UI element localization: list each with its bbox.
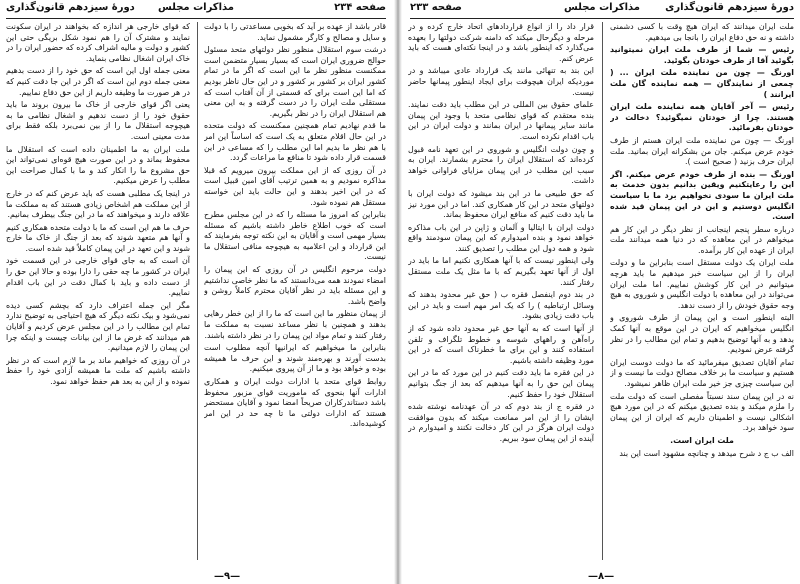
paragraph: قادر باشد از عهده بر آید که بخوبی مساعدتی را با دولت و سایل و مصالح و کارگر مشمول نماید. <box>204 22 386 42</box>
paragraph: بنابراین که امروز ما مسئله را که در این مجلس مطرح است که خوب اطلاع خاطر داشته باشیم که مسئله بسیار مهمی است و آقایان به این نکته توجه بفرمایند که این قرارداد و این اعلامیه به هیچوجه منافی استقلال ما نیست. <box>204 210 386 262</box>
paragraph: مگر این جمله اعتراف دارد که بچشم کسی دیده نمی‌شود و بیک نکته دیگر که هیچ احتیاجی به توضیح ندارد تمام این مطالب را در این مجلس عرض کردیم و آقایان هم میدانند که غرض ما از این بیانات چیست و اینکه چرا این پیمان را لازم میدانیم. <box>6 300 190 353</box>
paragraph: ملت ایران به ما اطمینان داده است که استقلال ما محفوظ بماند و در این صورت هیچ قوه‌ای نمی‌تواند این حق مشروع ما را انکار کند و ما با کمال صراحت این مطلب را عرض میکنیم. <box>6 144 190 186</box>
left-page-number: صفحه ۲۳۴ <box>334 2 386 13</box>
paragraph: این بند به تنهائی مانند یک قرارداد عادی میباشد و در موردیکه ایران هیچوقت برای ایجاد اینطور پیمانها حاضر نیست. <box>408 66 594 97</box>
paragraph: علمای حقوق بین المللی در این مطلب باید دقت نمایند. بنده معتقدم که قوای نظامی متحد با وجود این پیمان مانند سایر پیمانها در ایران بمانند و دولت ایران در این باب اقدام نکرده است. <box>408 100 594 141</box>
right-page-running-title: مذاکرات مجلس <box>563 2 641 13</box>
left-header-rule <box>6 18 386 19</box>
paragraph: دولت ایران با ایتالیا و آلمان و ژاپن در این باب مذاکره خواهد نمود و بنده امیدوارم که این پیمان سودمند واقع شود و همه دول این مطلب را تصدیق کنند. <box>408 222 594 253</box>
paragraph: درشت سوم استقلال منظور نظر دولتهای متحد مسئول حوالج ضروری ایران است که بسیار بسیار متضمن است ممکنست منظور نظر ما این است که اگر ما در تمام کشور ایران بر کشور بر کشور و در این حال ناظر بودیم که اما این است برای که قسمتی از آن آفتاب است که مستقلی ملت ایران را در دست گرفته و به این معنی هم استقلال ایران را در نظر بگیریم. <box>204 45 386 118</box>
paragraph: در فقره ج از بند دوم که در آن عهدنامه نوشته شده ایشان را از این امر ممانعت میکند که بدون موافقت دولت ایران هرگز در این کار دخالت نکنند و امیدوارم در آینده از این پیمان سود ببریم. <box>408 402 594 443</box>
right-page-column-right <box>610 22 794 560</box>
paragraph: ملت ایران میدانند که ایران هیچ وقت با کسی دشمنی داشته و نه حق دفاع ایران را بانجا بی میدهیم. <box>610 22 794 42</box>
right-page <box>404 0 800 584</box>
paragraph: ما قدم نهادیم تمام همچنین ممکنست که دولت متحده در این حال اقلام متعلق به یک است که اساساً این امر با هم نظر ما بدیم اما این مطلب را که مساعی در این قسمت قرار داده شود تا منافع ما مراعات گردد. <box>204 121 386 163</box>
paragraph: البته اینطور است و این پیمان از طرف شوروی و انگلیس میخواهیم که ایران در این موقع به آنها کمک بدهد و به آنها توضیح بدهیم و تمام این مطالب را در نظر گرفته عرض نمودیم. <box>610 313 794 355</box>
left-page-footer: —۹— <box>214 571 241 582</box>
paragraph: دولت مرحوم انگلیس در آن روزی که این پیمان را امضاء نمودند همه می‌دانستند که ما نظر خاصی نداشتیم و این مسئله باید در نظر آقایان محترم کاملاً روشن و واضح باشد. <box>204 265 386 306</box>
paragraph: و چون دولت انگلیس و شوروی در این تعهد نامه قبول کرده‌اند که استقلال ایران را محترم بشمارند. ایران به سبب این مطلب در این پیمان مزایای فراوانی خواهد داشت. <box>408 144 594 186</box>
paragraph: اورنگ — چون من نماینده ملت ایران هستم از طرف خودم عرض میکنم. جان من بشکرانه ایران بمانید. ملت ایران حرف بزنید ( صحیح است ). <box>610 135 794 167</box>
paragraph: درباره سطر پنجم اینجانب از نظر دیگر در این کار هم میخواهم در این معاهده که در دنیا همه میدانند ملت ایران از عهده این کار برآمده. <box>610 224 794 255</box>
paragraph: در آن روزی که خواهیم ماند بر ما لازم است که در نظر داشته باشیم که ملت ما همیشه آزادی خود را حفظ نموده و از این به بعد هم حفظ خواهد نمود. <box>6 355 190 386</box>
paragraph: از پیمان منظور ما این است که ما را از این خطر رهایی بدهند و همچنین با نظر مساعد نسبت به مملکت ما رفتار کنند و تمام مواد این پیمان را در نظر داشته باشند. <box>204 309 386 340</box>
paragraph: روابط قوای متحد با ادارات دولت ایران و همکاری ادارات آنها بنحوی که ماموریت قوای مزبور محفوظ باشد دستاندرکاران صریحاً امضا نمود و آقایان مستحضر هستند که ادارات دولتی ما تا چه حد در این امر کوشیده‌اند. <box>204 377 386 429</box>
paragraph: در بند دوم اینفصل فقره ب ( حق غیر محدود بدهند که وسائل ارتباطیه ) را که یک امر مهم است و باید در این باب دقت زیادی بشود. <box>408 290 594 321</box>
speaker-line: رئیس — شما از طرف ملت ایران نمیتوانید بگوئید آقا از طرف خودتان بگوئید. <box>610 45 794 65</box>
paragraph: تمام آقایان تصدیق میفرمائید که ما دولت دوست ایران هستیم و سیاست ما بر خلاف مصالح دولت ما نیست و از این سیاست چیزی جز خیر ملت ایران ظاهر نمیشود. <box>610 357 794 388</box>
paragraph: الف ب ج د شرح میدهد و چنانچه مشهود است این بند <box>619 448 794 458</box>
right-page-footer: —۸— <box>588 571 615 582</box>
left-page-column-left <box>6 22 190 560</box>
paragraph: حرف ما هم این است که ما با دولت متحده همکاری کنیم و آنها هم متعهد شوند که بعد از جنگ از خاک ما خارج شوند و این تعهد در این پیمان کاملاً قید شده است. <box>6 222 190 253</box>
paragraph: معنی جمله اول این است که حق خود را از دست بدهیم معنی جمله دوم این است که اگر در این جا دقت کنیم که در هر صورت ما وظیفه داریم از این حق دفاع نماییم. <box>6 66 190 97</box>
right-column-divider <box>602 22 603 560</box>
paragraph: بنابراین ما میخواهیم که ایرانیها آنچه مطلوب است بدست آورند و بهره‌مند شوند و این حرف ما همیشه بوده و خواهد بود و ما از آن پیروی میکنیم. <box>204 343 386 374</box>
left-page-header <box>6 2 386 18</box>
right-page-number: صفحه ۲۳۳ <box>410 2 462 13</box>
left-page-column-right <box>204 22 386 560</box>
paragraph: در این فقره ما باید دقت کنیم در این مورد که ما در این پیمان این حق را به آنها میدهیم که بعد از جنگ بتوانیم استقلال خود را حفظ کنیم. <box>408 368 594 399</box>
right-page-column-left <box>408 22 594 560</box>
book-gutter <box>394 0 402 584</box>
paragraph: که حق طبیعی ما در این بند میشود که دولت ایران با دولتهای متحد در این کار همکاری کند. اما در این مورد نیز ما باید دقت کنیم که منافع ایران محفوظ بماند. <box>408 188 594 220</box>
paragraph: ولی اینطور نیست که با آنها همکاری نکنیم اما ما باید در اول از آنها تعهد بگیریم که با ما مثل یک ملت مستقل رفتار کنند. <box>408 256 594 287</box>
paragraph: ملت ایران یک دولت مستقل است بنابراین ما و دولت ایران را از این سیاست خبر میدهیم ما باید هرچه میتوانیم در این کار کوشش نماییم. اما ملت ایران می‌تواند در این معاهده با دولت انگلیس و شوروی به هیچ وجه حقوق خودش را از دست ندهد. <box>610 258 794 310</box>
speaker-line: اورنگ — بنده از طرف خودم عرض میکنم. اگر این را رعایتکنیم ویقین بدانیم بدون خدمت به ملت ایران ما سودی نخواهیم برد ما با سیاست انگلیس دوستیم و این در این پیمان قید شده است. <box>610 169 794 222</box>
left-page-running-title: مذاکرات مجلس <box>157 2 235 13</box>
paragraph: قرار داد را از انواع قراردادهای اتحاد خارج کرده و در مرحله و دیگرحال میکند که دامنه شرکت دولتها را بعهده می‌گذارد که اینطور باشد و در اینجا نکته‌ای هست که باید عرض کنم. <box>408 22 594 63</box>
left-column-divider <box>197 22 198 560</box>
paragraph: از آنها است که به آنها حق غیر محدود داده شود که از راه‌آهن و راههای شوسه و خطوط تلگراف و تلفن استفاده کنند و این برای ما خطرناک است که در این مورد وظیفه داشته باشیم. <box>408 324 594 365</box>
right-page-header <box>410 2 794 18</box>
paragraph: در اینجا یک مطلبی هست که باید عرض کنم که در خارج از این مملکت هم اشخاص زیادی هستند که به مملکت ما علاقه دارند و میخواهند که ما در این جنگ بیطرف بمانیم. <box>6 188 190 220</box>
left-page-series: دورهٔ سیزدهم قانون‌گذاری <box>6 2 135 13</box>
speaker-line: رئیس — آخر آقایان همه نماینده ملت ایران هستند. چرا از خودتان نمیگوئید؟ دخالت در خودتان بفرمائید. <box>610 102 794 133</box>
paragraph: نه در این پیمان سند نسبتاً مفصلی است که دولت ملت را ملزم میکند و بنده تصدیق میکنم که در این مورد هیچ اشکالی نیست و اطمینان داریم که ایران از این پیمان سود خواهد برد. <box>610 391 794 433</box>
paragraph: در آن روزی که از این مملکت بیرون میرویم که قبلا مذاکره نمودیم و به همین ترتیب آقای امین قبیل است که در این اخیر بدهند و این حالت باید این خواسته مستقل هم نموده شود. <box>204 165 386 207</box>
speaker-line: اورنگ — چون من نماینده ملت ایران ... ( چمعی از نمایندگان — همه نماینده گان ملت ایرانند ) <box>610 68 794 99</box>
paragraph: که قوای خارجی هر اندازه که بخواهند در ایران سکونت نمایند و مشترک آن را هم نمود شکل بریگی حتی این کشور و دولت و مالیه اشراف کرده که حضور ایران را در خاک ایران اشغال نظامی بنماید. <box>6 22 190 63</box>
right-page-series: دورهٔ سیزدهم قانون‌گذاری <box>665 2 794 13</box>
paragraph: یعنی اگر قوای خارجی از خاک ما بیرون بروند ما باید حقوق خود را از دست ندهیم و اشغال نظامی ما به هیچوجه استقلال ما را از بین نمی‌برد بلکه فقط برای مدت معینی است. <box>6 100 190 141</box>
right-header-rule <box>410 18 794 19</box>
left-page <box>0 0 392 584</box>
paragraph: ملت ایران است. <box>670 435 734 445</box>
paragraph: آن است که به جای قوای خارجی در این قسمت خود ایران در کشور ما چه حقی را دارا بوده و حالا این حق را از دست داده و باید با کمال دقت در این باب اقدام نماییم. <box>6 256 190 298</box>
